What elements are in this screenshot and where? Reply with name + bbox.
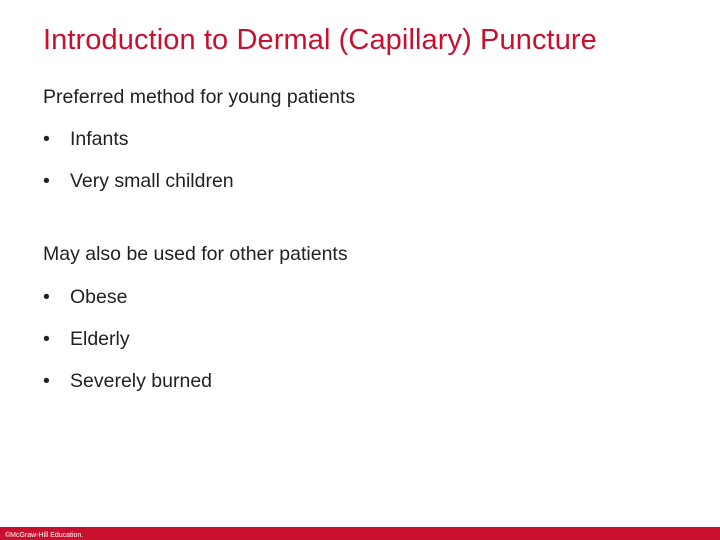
list-item-label: Obese [70, 286, 128, 308]
copyright-text: ©McGraw-Hill Education. [5, 532, 84, 539]
section-heading-young-patients: Preferred method for young patients [43, 86, 356, 108]
list-item-label: Elderly [70, 328, 130, 350]
list-item-label: Severely burned [70, 370, 213, 392]
bullet-icon: • [43, 370, 50, 392]
list-item-label: Very small children [70, 170, 234, 192]
slide-title: Introduction to Dermal (Capillary) Puncture [43, 24, 597, 56]
list-item [43, 328, 130, 351]
list-item [43, 370, 212, 393]
list-item-label: Infants [70, 128, 129, 150]
list-item [43, 170, 234, 193]
bullet-icon: • [43, 328, 50, 350]
bullet-icon: • [43, 128, 50, 150]
section-heading-other-patients: May also be used for other patients [43, 243, 348, 265]
bullet-icon: • [43, 286, 50, 308]
list-item [43, 286, 127, 309]
list-item [43, 128, 129, 151]
footer-bar [0, 527, 720, 540]
bullet-icon: • [43, 170, 50, 192]
